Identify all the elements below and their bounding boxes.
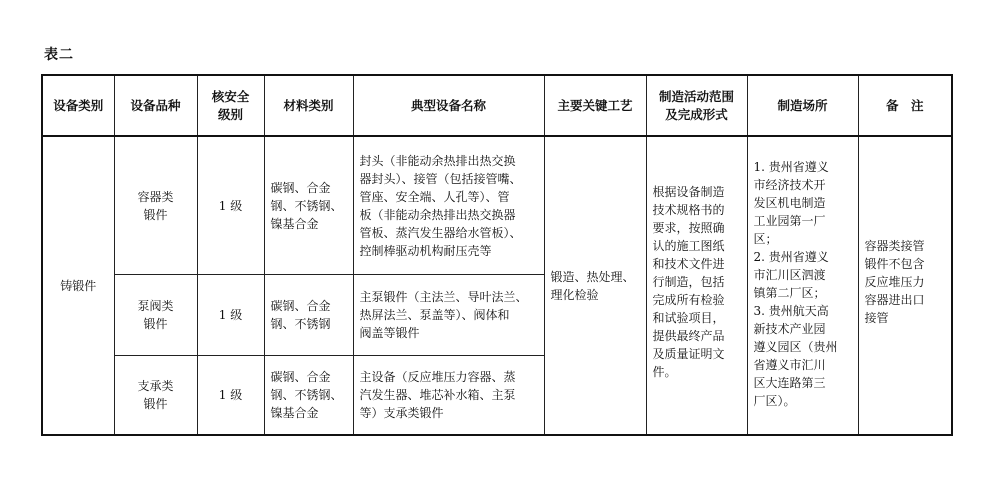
header-equipment-category: 设备类别 [42, 75, 114, 136]
typical-equipment-cell: 主设备（反应堆压力容器、蒸 汽发生器、堆芯补水箱、主泵 等）支承类锻件 [353, 356, 544, 436]
header-material-type: 材料类别 [264, 75, 353, 136]
header-manufacturing-scope: 制造活动范围 及完成形式 [646, 75, 747, 136]
variety-cell: 泵阀类 锻件 [114, 275, 197, 356]
header-equipment-variety: 设备品种 [114, 75, 197, 136]
safety-class-cell: 1 级 [197, 356, 264, 436]
header-typical-equipment: 典型设备名称 [353, 75, 544, 136]
variety-cell: 容器类 锻件 [114, 136, 197, 275]
category-cell: 铸锻件 [42, 136, 114, 435]
material-cell: 碳钢、合金 钢、不锈钢、 镍基合金 [264, 136, 353, 275]
key-process-cell: 锻造、热处理、 理化检验 [544, 136, 646, 435]
table-caption: 表二 [44, 47, 74, 63]
table-row [42, 136, 952, 275]
material-cell: 碳钢、合金 钢、不锈钢 [264, 275, 353, 356]
header-remarks: 备 注 [858, 75, 952, 136]
remarks-cell: 容器类接管 锻件不包含 反应堆压力 容器进出口 接管 [858, 136, 952, 435]
material-cell: 碳钢、合金 钢、不锈钢、 镍基合金 [264, 356, 353, 436]
equipment-table [41, 74, 953, 436]
header-row [42, 75, 952, 136]
header-nuclear-safety-class: 核安全 级别 [197, 75, 264, 136]
variety-cell: 支承类 锻件 [114, 356, 197, 436]
typical-equipment-cell: 封头（非能动余热排出热交换 器封头）、接管（包括接管嘴、 管座、安全端、人孔等）、管 板（非能动余热排出热交换器 管板、蒸汽发生器给水管板）、 控制棒驱动机构耐压壳等 [353, 136, 544, 275]
header-key-process: 主要关键工艺 [544, 75, 646, 136]
header-manufacturing-site: 制造场所 [747, 75, 858, 136]
safety-class-cell: 1 级 [197, 136, 264, 275]
manufacturing-site-cell: 1. 贵州省遵义 市经济技术开 发区机电制造 工业园第一厂 区； 2. 贵州省遵义 市汇川区泗渡 镇第二厂区； 3. 贵州航天高 新技术产业园 遵义园区（贵州 省遵义市汇川 区大连路第三 厂区）。 [747, 136, 858, 435]
manufacturing-scope-cell: 根据设备制造 技术规格书的 要求，按照确 认的施工图纸 和技术文件进 行制造，包括 完成所有检验 和试验项目， 提供最终产品 及质量证明文 件。 [646, 136, 747, 435]
typical-equipment-cell: 主泵锻件（主法兰、导叶法兰、 热屏法兰、泵盖等）、阀体和 阀盖等锻件 [353, 275, 544, 356]
safety-class-cell: 1 级 [197, 275, 264, 356]
